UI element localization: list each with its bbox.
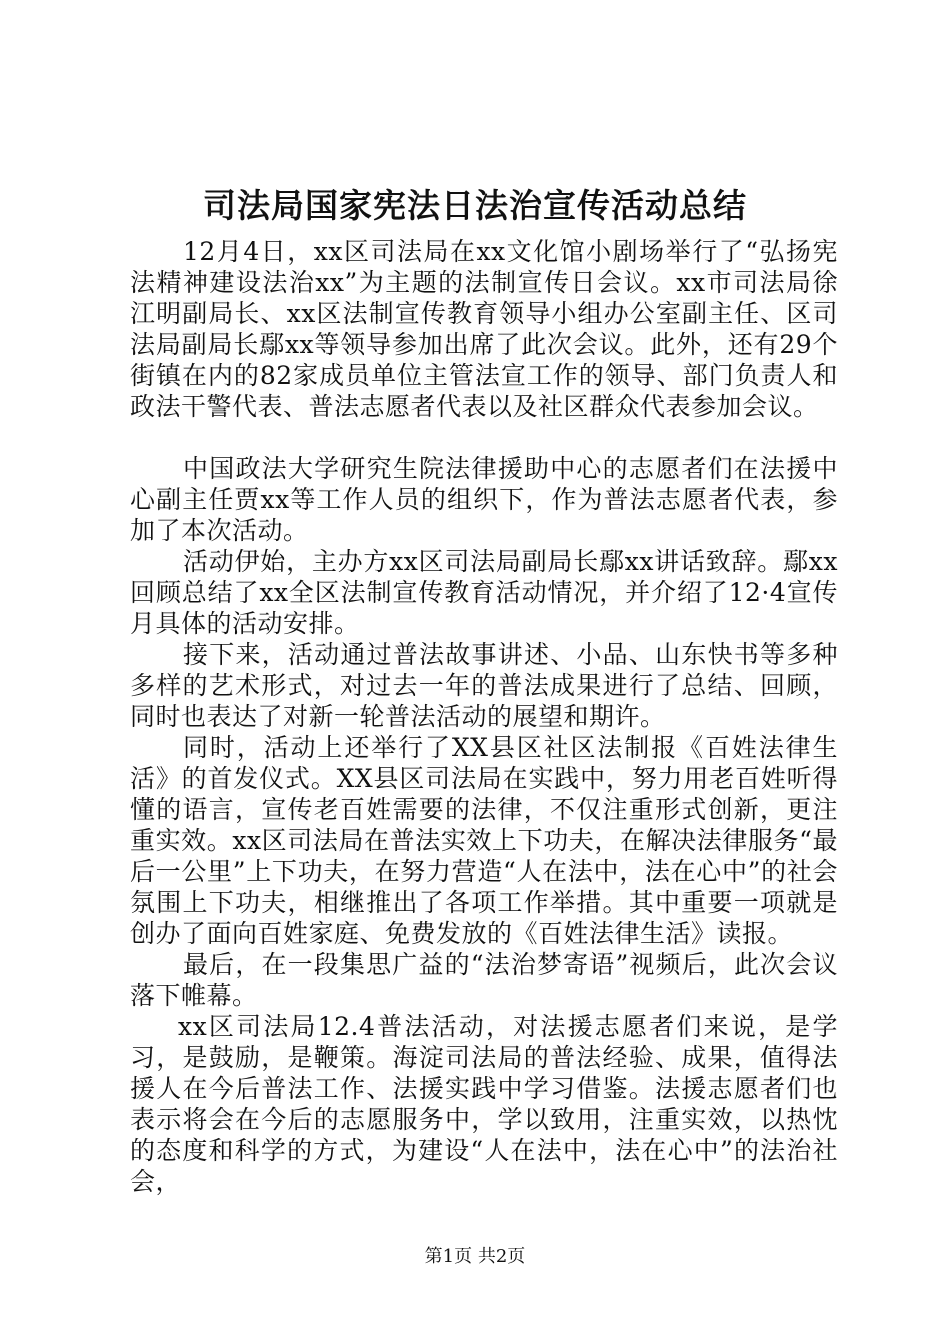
- document-body: [130, 236, 838, 1197]
- paragraph-reflection: xx区司法局12.4普法活动，对法援志愿者们来说，是学习，是鼓励，是鞭策。海淀司法局的普法经验、成果，值得法援人在今后普法工作、法援实践中学习借鉴。法援志愿者们也表示将会在今后的志愿服务中，学以致用，注重实效，以热忱的态度和科学的方式，为建设“人在法中，法在心中”的法治社会，: [130, 1012, 838, 1196]
- document-title: 司法局国家宪法日法治宣传活动总结: [203, 186, 747, 225]
- paragraph-art-performances: 接下来，活动通过普法故事讲述、小品、山东快书等多种多样的艺术形式，对过去一年的普法成果进行了总结、回顾，同时也表达了对新一轮普法活动的展望和期许。: [130, 640, 838, 731]
- paragraph-opening-speech: 活动伊始，主办方xx区司法局副局长鄢xx讲话致辞。鄢xx回顾总结了xx全区法制宣传教育活动情况，并介绍了12·4宣传月具体的活动安排。: [130, 547, 838, 638]
- paragraph-newspaper-launch: 同时，活动上还举行了XX县区社区法制报《百姓法律生活》的首发仪式。XX县区司法局在实践中，努力用老百姓听得懂的语言，宣传老百姓需要的法律，不仅注重形式创新，更注重实效。xx区司法局在普法实效上下功夫，在解决法律服务“最后一公里”上下功夫，在努力营造“人在法中，法在心中”的社会氛围上下功夫，相继推出了各项工作举措。其中重要一项就是创办了面向百姓家庭、免费发放的《百姓法律生活》读报。: [130, 733, 838, 948]
- paragraph-closing: 最后，在一段集思广益的“法治梦寄语”视频后，此次会议落下帷幕。: [130, 950, 838, 1010]
- paragraph-meeting-overview: 12月4日，xx区司法局在xx文化馆小剧场举行了“弘扬宪法精神建设法治xx”为主题的法制宣传日会议。xx市司法局徐江明副局长、xx区法制宣传教育领导小组办公室副主任、区司法局副局长鄢xx等领导参加出席了此次会议。此外，还有29个街镇在内的82家成员单位主管法宣工作的领导、部门负责人和政法干警代表、普法志愿者代表以及社区群众代表参加会议。: [130, 237, 838, 421]
- page-footer: 第1页 共2页: [424, 1246, 526, 1267]
- paragraph-volunteers: 中国政法大学研究生院法律援助中心的志愿者们在法援中心副主任贾xx等工作人员的组织下，作为普法志愿者代表，参加了本次活动。: [130, 454, 838, 545]
